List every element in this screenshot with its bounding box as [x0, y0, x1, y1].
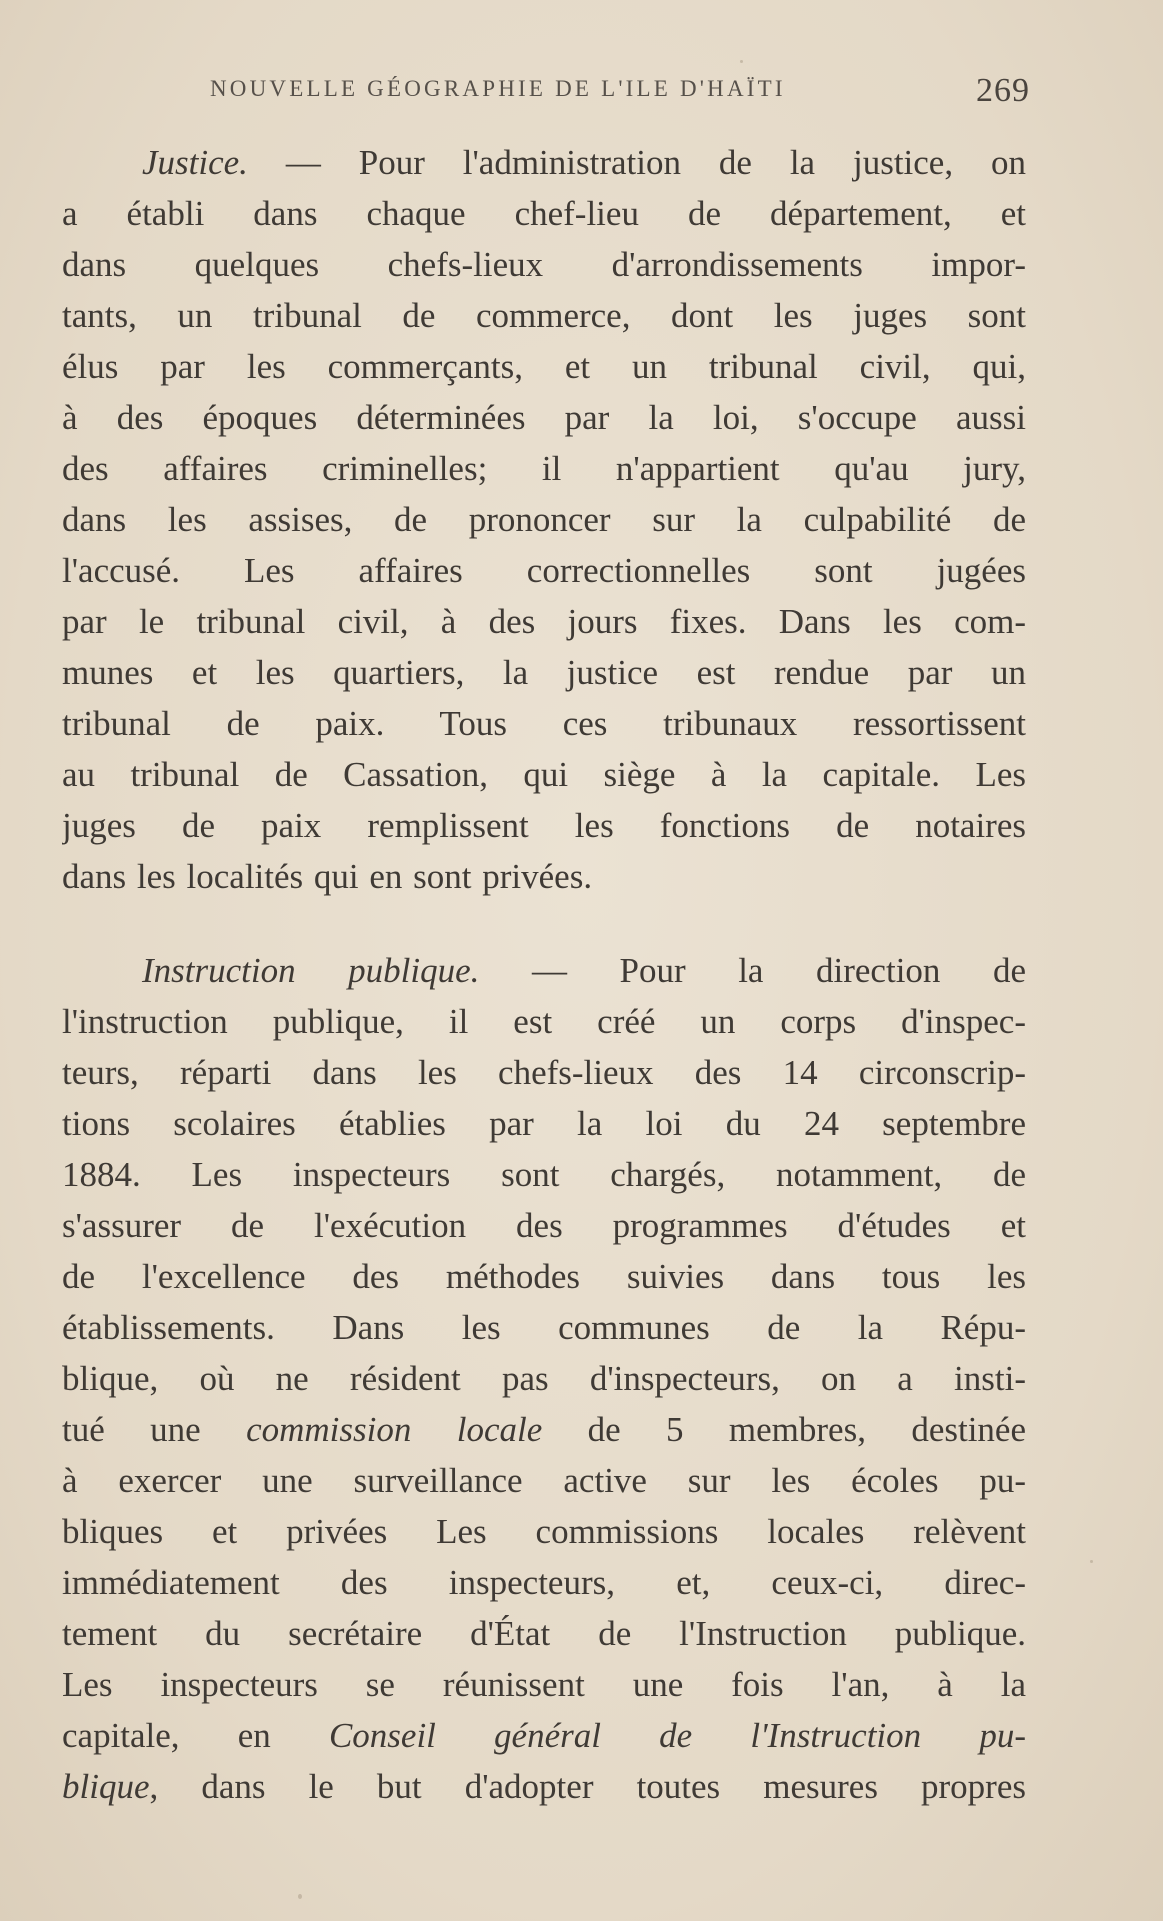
paper-speck — [1090, 1560, 1093, 1563]
text-line: Justice. — Pour l'administration de la justice, on — [142, 143, 1026, 182]
instruction-heading: Instruction publique. — [142, 951, 480, 990]
text-line: à des époques déterminées par la loi, s'occupe aussi — [62, 398, 1026, 437]
text-line: élus par les commerçants, et un tribunal civil, qui, — [62, 347, 1026, 386]
text-line: tions scolaires établies par la loi du 24 septembre — [62, 1104, 1026, 1143]
text-line: juges de paix remplissent les fonctions de notaires — [62, 806, 1026, 845]
running-title: NOUVELLE GÉOGRAPHIE DE L'ILE D'HAÏTI — [210, 76, 786, 101]
text-line: s'assurer de l'exécution des programmes d'études et — [62, 1206, 1026, 1245]
commission-locale-term: commission locale — [246, 1410, 543, 1449]
text-line: munes et les quartiers, la justice est rendue par un — [62, 653, 1026, 692]
conseil-general-term: Conseil général de l'Instruction pu- — [328, 1716, 1026, 1755]
text-line: dans les assises, de prononcer sur la culpabilité de — [62, 500, 1026, 539]
text-line: tribunal de paix. Tous ces tribunaux ressortissent — [62, 704, 1026, 743]
text-line: au tribunal de Cassation, qui siège à la capitale. Les — [62, 755, 1026, 794]
text-line: a établi dans chaque chef-lieu de département, et — [62, 194, 1026, 233]
text-line: Instruction publique. — Pour la direction de — [142, 951, 1026, 990]
text-line: tement du secrétaire d'État de l'Instruction publique. — [62, 1614, 1026, 1653]
text-line: 1884. Les inspecteurs sont chargés, notamment, de — [62, 1155, 1026, 1194]
text-line: Les inspecteurs se réunissent une fois l'an, à la — [62, 1665, 1026, 1704]
text-line: tué une commission locale de 5 membres, destinée — [62, 1410, 1026, 1449]
text-line: immédiatement des inspecteurs, et, ceux-ci, direc- — [62, 1563, 1026, 1602]
justice-paragraph — [62, 137, 1026, 902]
text-line: blique, dans le but d'adopter toutes mesures propres — [62, 1767, 1026, 1806]
text-line: teurs, réparti dans les chefs-lieux des 14 circonscrip- — [62, 1053, 1026, 1092]
text-line: des affaires criminelles; il n'appartient qu'au jury, — [62, 449, 1026, 488]
text-line: l'accusé. Les affaires correctionnelles sont jugées — [62, 551, 1026, 590]
running-head — [210, 72, 1030, 112]
text-line: blique, où ne résident pas d'inspecteurs, on a insti- — [62, 1359, 1026, 1398]
text-line: tants, un tribunal de commerce, dont les juges sont — [62, 296, 1026, 335]
justice-heading: Justice. — [142, 143, 248, 182]
text-line: dans quelques chefs-lieux d'arrondissements impor- — [62, 245, 1026, 284]
conseil-general-term-continued: blique — [62, 1767, 150, 1806]
text-line: de l'excellence des méthodes suivies dans tous les — [62, 1257, 1026, 1296]
text-line: par le tribunal civil, à des jours fixes. Dans les com- — [62, 602, 1026, 641]
text-line: à exercer une surveillance active sur les écoles pu- — [62, 1461, 1026, 1500]
instruction-paragraph — [62, 945, 1026, 1812]
text-line: établissements. Dans les communes de la Répu- — [62, 1308, 1026, 1347]
text-line: dans les localités qui en sont privées. — [62, 857, 593, 896]
text-line: l'instruction publique, il est créé un corps d'inspec- — [62, 1002, 1026, 1041]
text-line: capitale, en Conseil général de l'Instruction pu- — [62, 1716, 1026, 1755]
paper-speck — [298, 1894, 302, 1899]
page-number: 269 — [976, 72, 1030, 109]
text-line: bliques et privées Les commissions locales relèvent — [62, 1512, 1026, 1551]
paper-speck — [740, 60, 743, 63]
